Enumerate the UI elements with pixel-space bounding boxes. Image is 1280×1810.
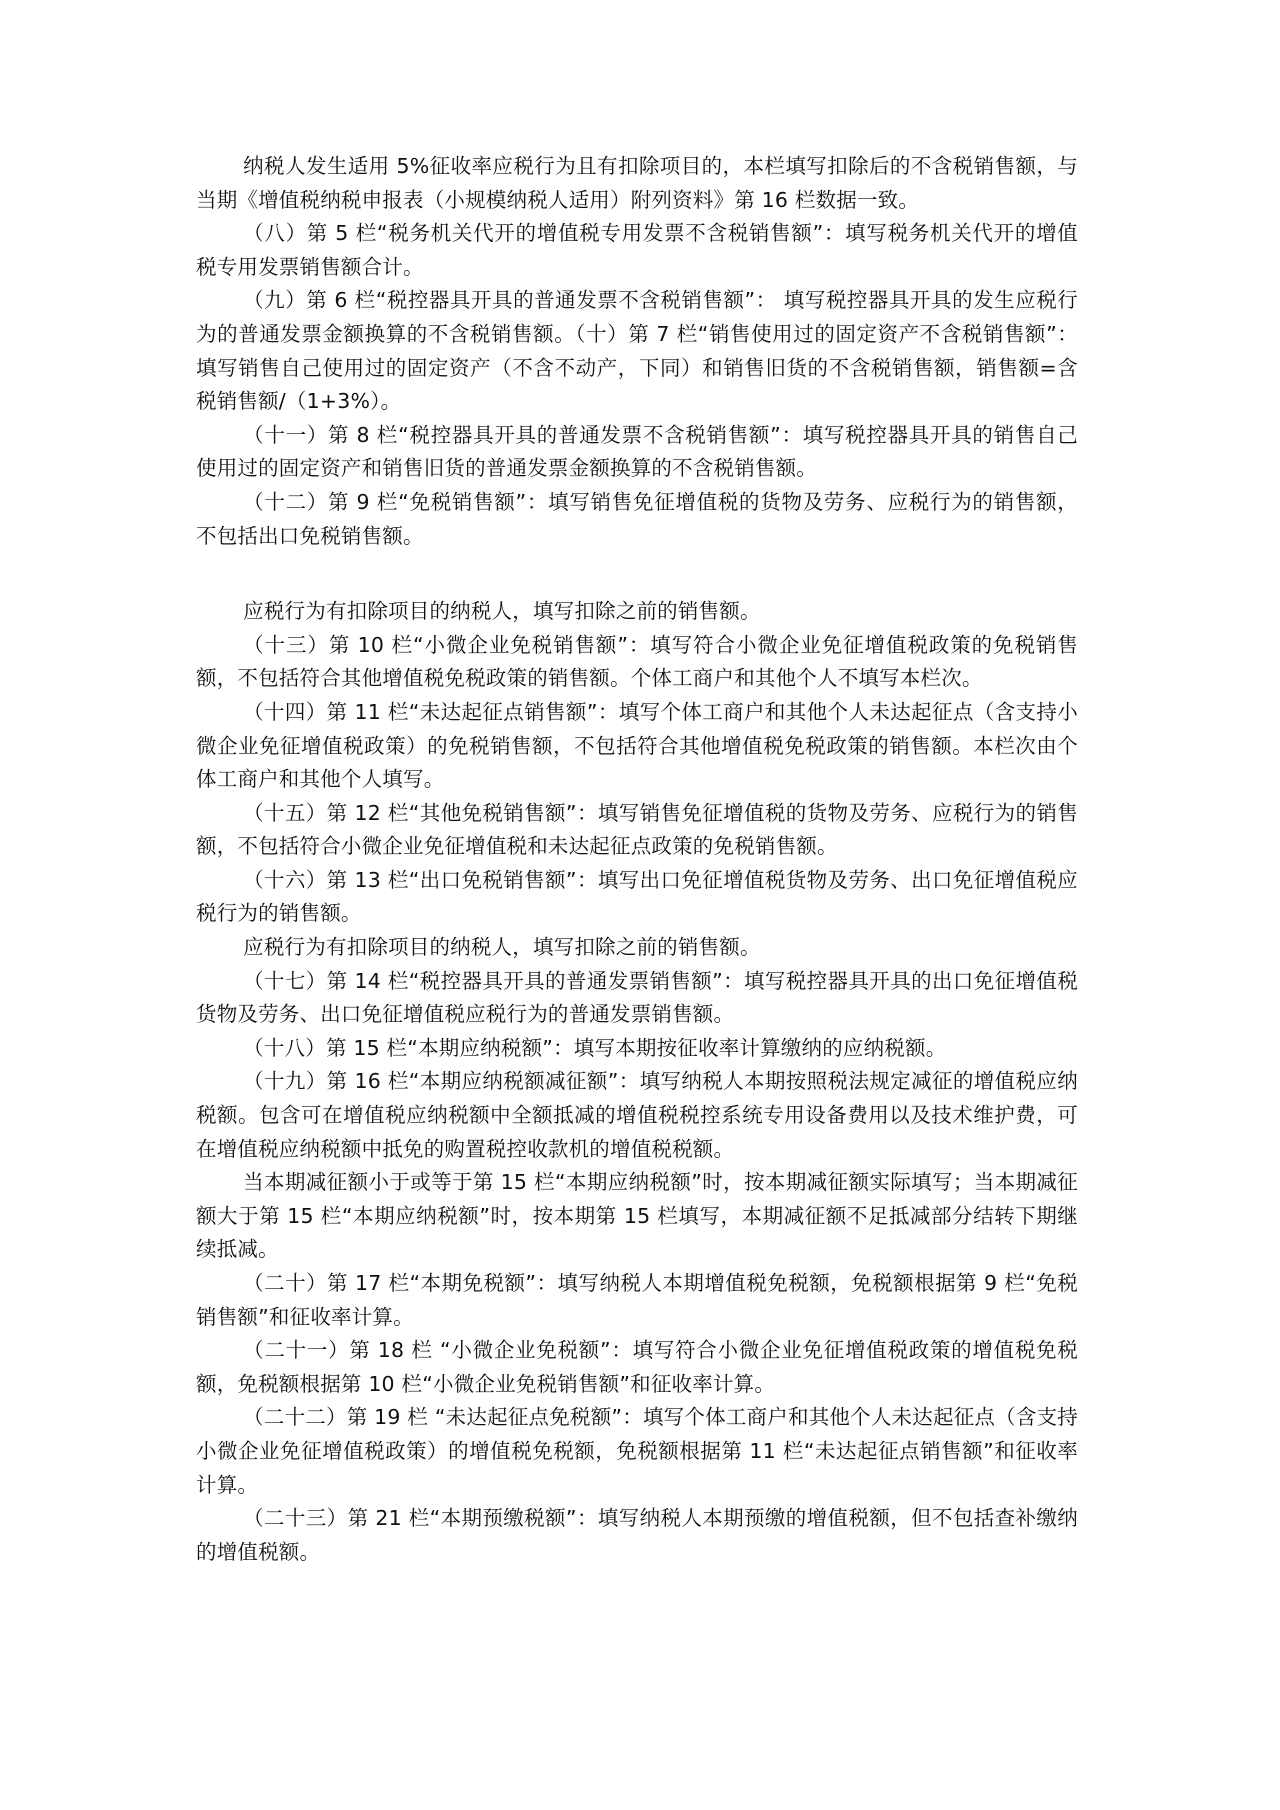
paragraph: 当本期减征额小于或等于第 15 栏“本期应纳税额”时，按本期减征额实际填写；当本期减征额大于第 15 栏“本期应纳税额”时，按本期第 15 栏填写，本期减征额不足抵减部分结转下期继续抵减。: [196, 1170, 1078, 1262]
paragraph: 纳税人发生适用 5%征收率应税行为且有扣除项目的，本栏填写扣除后的不含税销售额，与当期《增值税纳税申报表（小规模纳税人适用）附列资料》第 16 栏数据一致。: [196, 154, 1078, 212]
paragraph: （十九）第 16 栏“本期应纳税额减征额”：填写纳税人本期按照税法规定减征的增值税应纳税额。包含可在增值税应纳税额中全额抵减的增值税税控系统专用设备费用以及技术维护费，可在增值税应纳税额中抵免的购置税控收款机的增值税税额。: [196, 1069, 1078, 1161]
paragraph: （十一）第 8 栏“税控器具开具的普通发票不含税销售额”：填写税控器具开具的销售自己使用过的固定资产和销售旧货的普通发票金额换算的不含税销售额。: [196, 422, 1078, 481]
paragraph: （十八）第 15 栏“本期应纳税额”：填写本期按征收率计算缴纳的应纳税额。: [243, 1035, 947, 1060]
paragraph: （二十三）第 21 栏“本期预缴税额”：填写纳税人本期预缴的增值税额，但不包括查补缴纳的增值税额。: [196, 1506, 1078, 1564]
paragraph: （九）第 6 栏“税控器具开具的普通发票不含税销售额”： 填写税控器具开具的发生应税行为的普通发票金额换算的不含税销售额。（十）第 7 栏“销售使用过的固定资产不含税销售额”：填写销售自己使用过的固定资产（不含不动产，下同）和销售旧货的不含税销售额，销售额=含税销售额/（1+3%）。: [196, 288, 1078, 414]
paragraph: （十七）第 14 栏“税控器具开具的普通发票销售额”：填写税控器具开具的出口免征增值税货物及劳务、出口免征增值税应税行为的普通发票销售额。: [196, 968, 1078, 1027]
paragraph: （二十二）第 19 栏 “未达起征点免税额”：填写个体工商户和其他个人未达起征点（含支持小微企业免征增值税政策）的增值税免税额，免税额根据第 11 栏“未达起征点销售额”和征收率计算。: [196, 1405, 1078, 1497]
paragraph: （十六）第 13 栏“出口免税销售额”：填写出口免征增值税货物及劳务、出口免征增值税应税行为的销售额。: [196, 867, 1078, 926]
document-page: [196, 150, 1078, 1569]
paragraph: （二十）第 17 栏“本期免税额”：填写纳税人本期增值税免税额，免税额根据第 9 栏“免税销售额”和征收率计算。: [196, 1271, 1078, 1329]
paragraph: 应税行为有扣除项目的纳税人，填写扣除之前的销售额。: [243, 935, 761, 960]
paragraph: （十三）第 10 栏“小微企业免税销售额”：填写符合小微企业免征增值税政策的免税销售额，不包括符合其他增值税免税政策的销售额。个体工商户和其他个人不填写本栏次。: [196, 632, 1078, 691]
paragraph: 应税行为有扣除项目的纳税人，填写扣除之前的销售额。: [243, 599, 761, 624]
blank-spacer: [196, 553, 1078, 595]
paragraph: （十二）第 9 栏“免税销售额”：填写销售免征增值税的货物及劳务、应税行为的销售额，不包括出口免税销售额。: [196, 489, 1078, 548]
paragraph: （八）第 5 栏“税务机关代开的增值税专用发票不含税销售额”：填写税务机关代开的增值税专用发票销售额合计。: [196, 221, 1078, 279]
paragraph: （十四）第 11 栏“未达起征点销售额”：填写个体工商户和其他个人未达起征点（含支持小微企业免征增值税政策）的免税销售额，不包括符合其他增值税免税政策的销售额。本栏次由个体工商户和其他个人填写。: [196, 699, 1078, 792]
paragraph: （二十一）第 18 栏 “小微企业免税额”：填写符合小微企业免征增值税政策的增值税免税额，免税额根据第 10 栏“小微企业免税销售额”和征收率计算。: [196, 1338, 1078, 1396]
paragraph: （十五）第 12 栏“其他免税销售额”：填写销售免征增值税的货物及劳务、应税行为的销售额，不包括符合小微企业免征增值税和未达起征点政策的免税销售额。: [196, 800, 1078, 859]
